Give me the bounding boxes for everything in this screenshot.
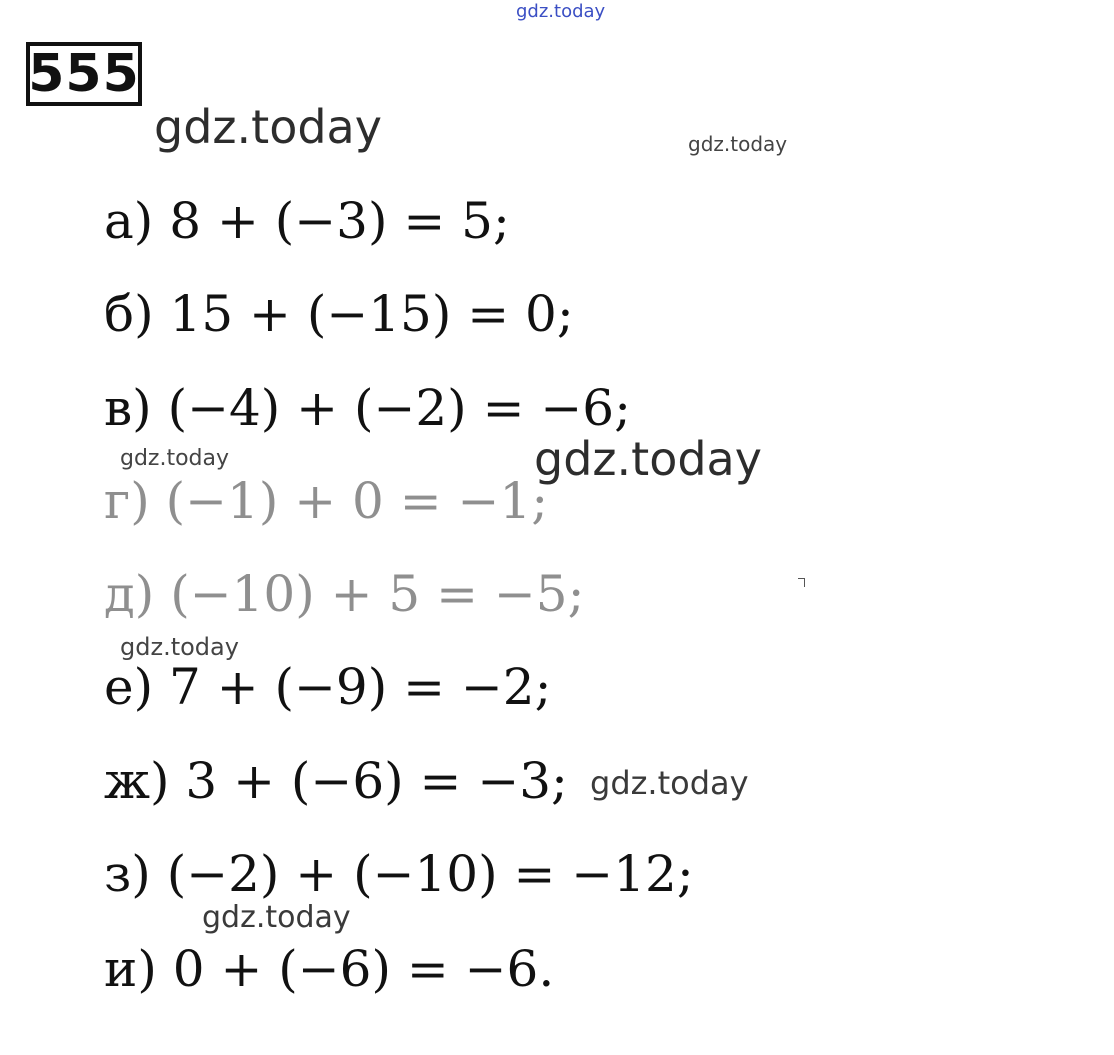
equation-label: д): [104, 565, 155, 623]
equation-expression: (−4) + (−2) = −6;: [167, 379, 631, 437]
problem-number-box: [26, 42, 142, 106]
equation-v: [104, 379, 631, 437]
equation-e: [104, 658, 552, 716]
equation-label: а): [104, 192, 154, 250]
equation-expression: 3 + (−6) = −3;: [185, 752, 568, 810]
equation-label: и): [104, 940, 157, 998]
equation-expression: 15 + (−15) = 0;: [169, 285, 574, 343]
watermark-large: gdz.today: [154, 100, 382, 154]
watermark-medium: gdz.today: [590, 764, 749, 802]
equation-label: в): [104, 379, 152, 437]
watermark-large: gdz.today: [534, 432, 762, 486]
equation-z: [104, 845, 694, 903]
equation-expression: (−1) + 0 = −1;: [165, 472, 549, 530]
equation-expression: 8 + (−3) = 5;: [169, 192, 510, 250]
watermark-medium: gdz.today: [202, 900, 351, 935]
equation-zh: [104, 752, 568, 810]
equation-b: [104, 285, 574, 343]
watermark-small: gdz.today: [688, 132, 788, 156]
equation-expression: 0 + (−6) = −6.: [172, 940, 555, 998]
equation-i: [104, 940, 555, 998]
problem-number: 555: [28, 44, 140, 104]
watermark-small: gdz.today: [120, 633, 239, 661]
equation-label: з): [104, 845, 151, 903]
scan-artifact: [798, 578, 805, 587]
equation-expression: (−10) + 5 = −5;: [170, 565, 585, 623]
equation-a: [104, 192, 510, 250]
watermark-small: gdz.today: [120, 446, 230, 471]
equation-expression: (−2) + (−10) = −12;: [166, 845, 694, 903]
equation-label: б): [104, 285, 154, 343]
equation-g: [104, 472, 549, 530]
watermark-top: gdz.today: [516, 1, 606, 22]
equation-label: ж): [104, 752, 170, 810]
equation-label: е): [104, 658, 154, 716]
equation-d: [104, 565, 585, 623]
equation-expression: 7 + (−9) = −2;: [169, 658, 552, 716]
equation-label: г): [104, 472, 150, 530]
